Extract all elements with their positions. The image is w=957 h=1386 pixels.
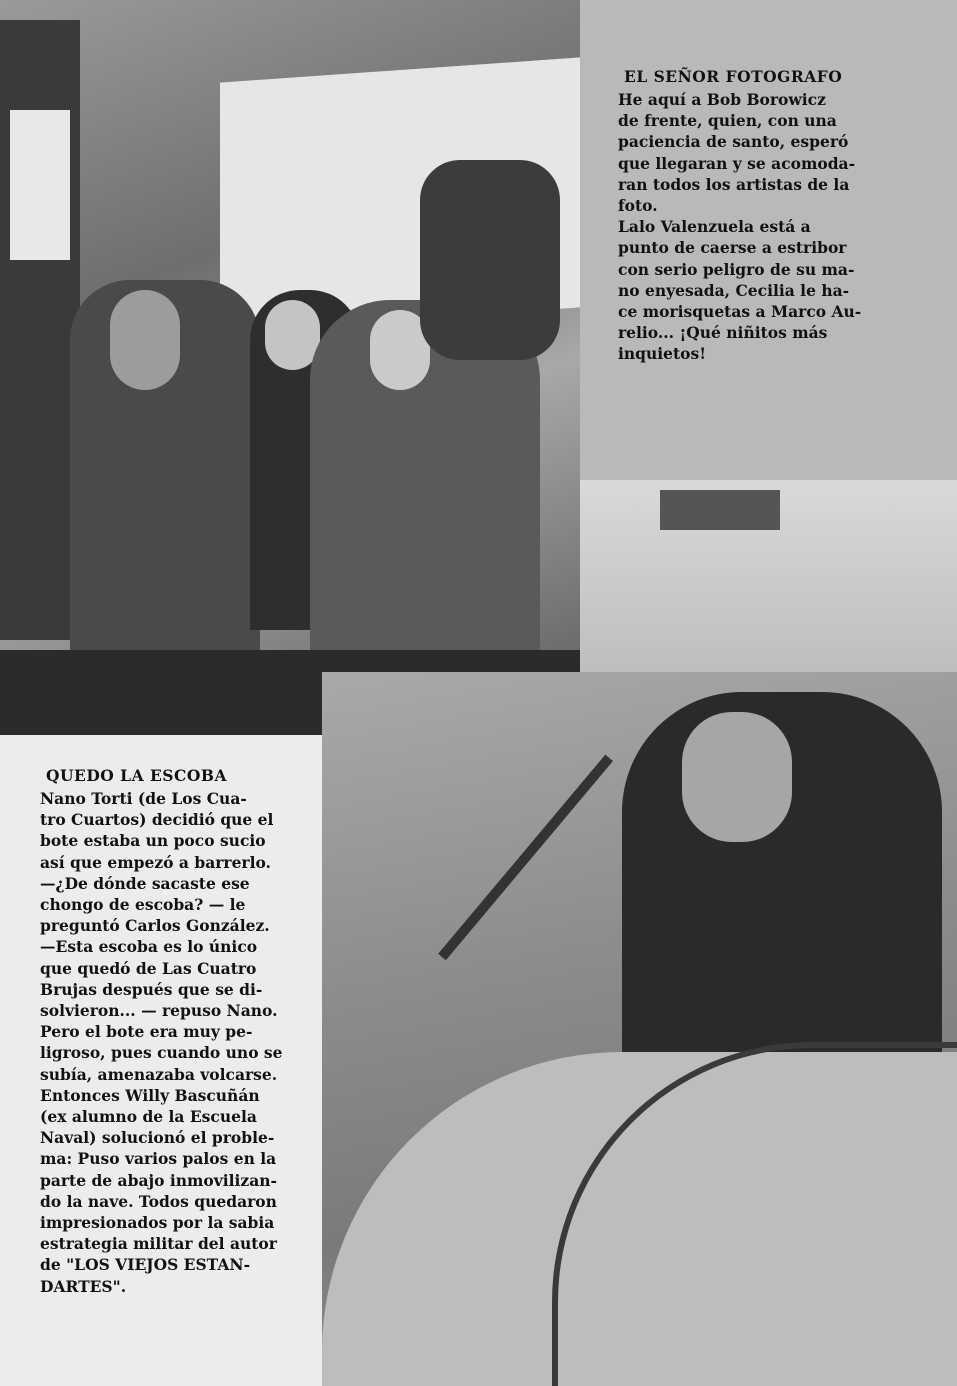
sweeping-man-photo xyxy=(322,672,957,1386)
photographer-caption-paragraph: He aquí a Bob Borowicz de frente, quien, con una paciencia de santo, esperó que llegaran y se acomoda- ran todos los artistas de la foto. xyxy=(618,90,856,216)
banner-letters xyxy=(660,490,780,530)
photographer-caption-paragraph: Lalo Valenzuela está a punto de caerse a estribor con serio peligro de su ma- no enyesada, Cecilia le ha- ce morisquetas a Marco Au- relio... ¡Qué niñitos más inquietos! xyxy=(618,217,862,364)
bearded-man-face xyxy=(110,290,180,390)
sweeping-man-face xyxy=(682,712,792,842)
photographer-caption-heading: EL SEÑOR FOTOGRAFO xyxy=(624,67,843,86)
standing-man-shirt xyxy=(10,110,70,260)
group-photo xyxy=(0,0,580,735)
broom-caption-paragraph: Pero el bote era muy pe- ligroso, pues cuando uno se subía, amenazaba volcarse. Entonces Willy Bascuñán (ex alumno de la Escuela Naval) solucionó el proble- ma: Puso varios palos en la parte de abajo inmovilizan- do la nave. Todos quedaron impresionados por la sabia estrategia militar del autor de "LOS VIEJOS ESTAN- DARTES". xyxy=(40,1022,283,1296)
broom-caption-paragraph: —Esta escoba es lo único que quedó de Las Cuatro Brujas después que se di- solvieron... — repuso Nano. xyxy=(40,937,278,1021)
broom-caption xyxy=(0,735,322,1386)
broom-caption-paragraph: Nano Torti (de Los Cua- tro Cuartos) decidió que el bote estaba un poco sucio así que empezó a barrerlo. xyxy=(40,789,274,872)
photographer-caption xyxy=(580,0,957,480)
leaning-man-figure xyxy=(420,160,560,360)
broom-handle xyxy=(438,755,613,961)
broom-caption-heading: QUEDO LA ESCOBA xyxy=(46,766,227,785)
broom-caption-paragraph: —¿De dónde sacaste ese chongo de escoba? — le preguntó Carlos González. xyxy=(40,873,270,936)
banner-fragment-photo xyxy=(580,480,957,680)
